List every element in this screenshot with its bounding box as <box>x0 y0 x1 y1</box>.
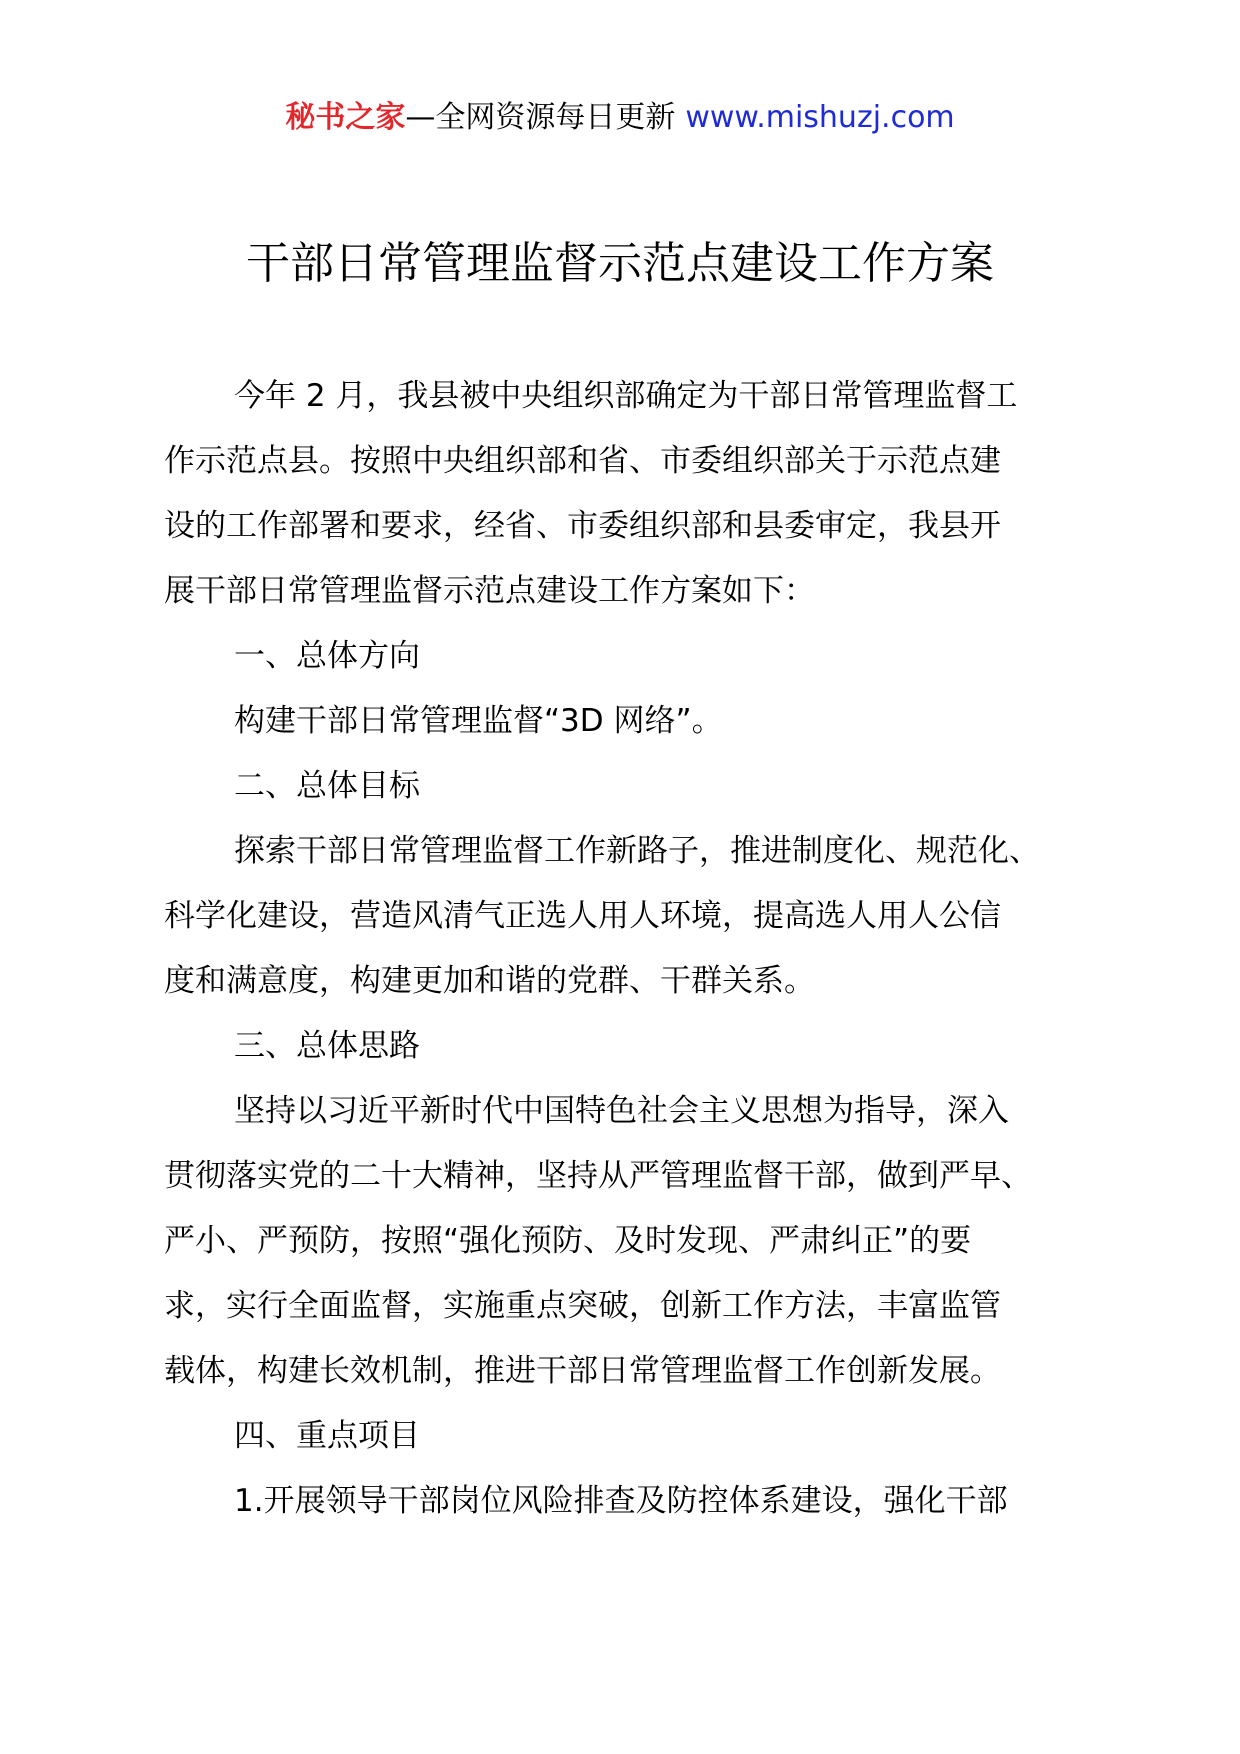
paragraph-approach-line: 求，实行全面监督，实施重点突破，创新工作方法，丰富监管 <box>164 1288 1001 1324</box>
paragraph-goals-line: 科学化建设，营造风清气正选人用人环境，提高选人用人公信 <box>164 898 1001 934</box>
section-heading-key-projects: 四、重点项目 <box>234 1418 420 1454</box>
section-heading-direction: 一、总体方向 <box>234 638 420 674</box>
section-heading-approach: 三、总体思路 <box>234 1028 420 1064</box>
site-brand: 秘书之家 <box>285 100 406 135</box>
paragraph-approach-line: 贯彻落实党的二十大精神，坚持从严管理监督干部，做到严早、 <box>164 1158 1032 1194</box>
paragraph-intro-line: 展干部日常管理监督示范点建设工作方案如下： <box>164 573 815 609</box>
paragraph-approach-line: 坚持以习近平新时代中国特色社会主义思想为指导，深入 <box>234 1093 1009 1129</box>
paragraph-project-line: 1.开展领导干部岗位风险排查及防控体系建设，强化干部 <box>234 1483 1008 1519</box>
site-header <box>0 96 1240 140</box>
paragraph-intro-line: 设的工作部署和要求，经省、市委组织部和县委审定，我县开 <box>164 508 1001 544</box>
site-tagline: —全网资源每日更新 <box>405 100 676 135</box>
section-heading-goals: 二、总体目标 <box>234 768 420 804</box>
paragraph-approach-line: 载体，构建长效机制，推进干部日常管理监督工作创新发展。 <box>164 1353 1001 1389</box>
paragraph-approach-line: 严小、严预防，按照“强化预防、及时发现、严肃纠正”的要 <box>164 1223 972 1259</box>
site-url-link[interactable]: www.mishuzj.com <box>685 100 955 135</box>
document-body <box>164 364 1094 1534</box>
document-title: 干部日常管理监督示范点建设工作方案 <box>246 238 994 289</box>
paragraph-goals-line: 探索干部日常管理监督工作新路子，推进制度化、规范化、 <box>234 833 1040 869</box>
paragraph-direction-line: 构建干部日常管理监督“3D 网络”。 <box>234 703 723 739</box>
paragraph-intro-line: 今年 2 月，我县被中央组织部确定为干部日常管理监督工 <box>234 378 1018 414</box>
paragraph-intro-line: 作示范点县。按照中央组织部和省、市委组织部关于示范点建 <box>164 443 1001 479</box>
paragraph-goals-line: 度和满意度，构建更加和谐的党群、干群关系。 <box>164 963 815 999</box>
